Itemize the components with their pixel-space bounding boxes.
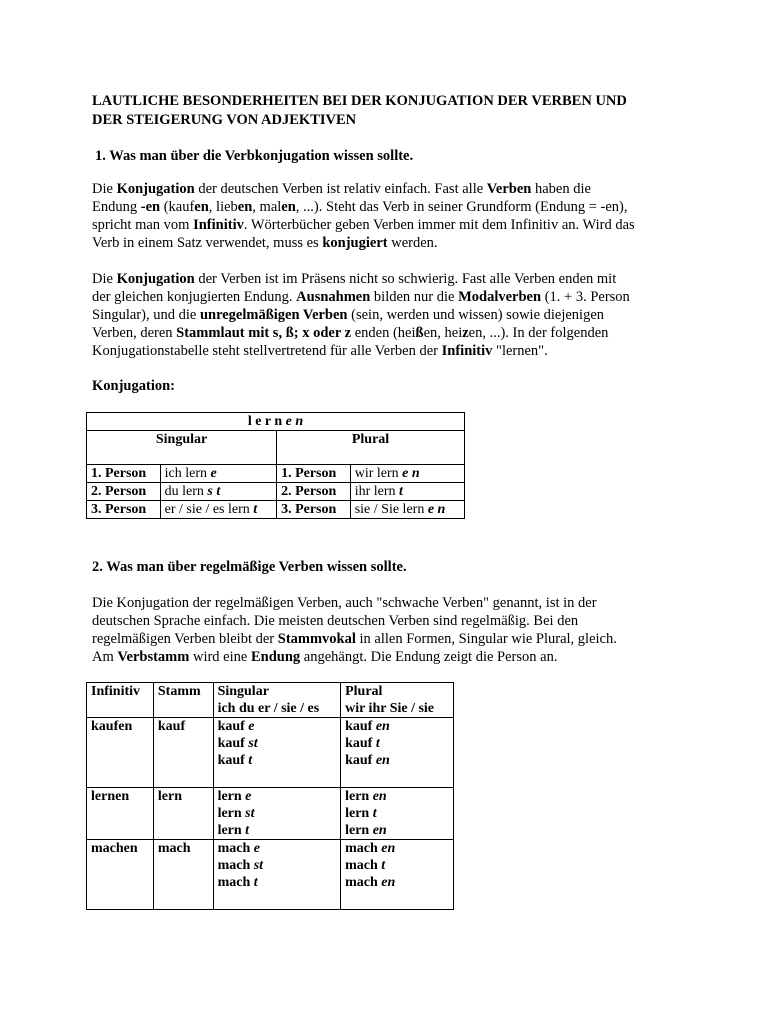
section-1-paragraph-1: Die Konjugation der deutschen Verben ist relativ einfach. Fast alle Verben haben die Endung -en (kaufen, lieben, malen, ...). Steht das Verb in seiner Grundform (Endung = -en), spricht man vom Infinitiv. Wörterbücher geben Verben immer mit dem Infinitiv an. Wird das Verb in einem Satz verwendet, muss es konjugiert werden. — [92, 181, 635, 251]
singular-form: mach e — [213, 840, 341, 858]
plural-form: ihr lern t — [350, 483, 464, 501]
table-row — [87, 822, 454, 840]
stamm-header: Stamm — [153, 683, 213, 701]
title-line-1: LAUTLICHE BESONDERHEITEN BEI DER KONJUGATION DER VERBEN UND — [92, 93, 627, 109]
plural-subheader: wir ihr Sie / sie — [341, 700, 454, 718]
table-row — [87, 788, 454, 806]
person-cell: 2. Person — [277, 483, 351, 501]
table-header-row — [87, 683, 454, 701]
stamm-cell: kauf — [153, 718, 213, 736]
singular-header: Singular — [87, 431, 277, 465]
singular-form: er / sie / es lern t — [160, 501, 276, 519]
singular-header: Singular — [213, 683, 341, 701]
person-cell: 2. Person — [87, 483, 161, 501]
table-row — [87, 735, 454, 752]
singular-form: kauf t — [213, 752, 341, 769]
section-1-heading: 1. Was man über die Verbkonjugation wissen sollte. — [95, 148, 414, 164]
section-1-paragraph-2: Die Konjugation der Verben ist im Präsens nicht so schwierig. Fast alle Verben enden mit der gleichen konjugierten Endung. Ausnahmen bilden nur die Modalverben (1. + 3. Person Singular), und die unregelmäßigen Verben (sein, werden und wissen) sowie diejenigen Verben, deren Stammlaut mit s, ß; x oder z enden (heißen, heizen, ...). In der folgenden Konjugationstabelle steht stellvertretend für alle Verben der Infinitiv "lernen". — [92, 271, 630, 359]
regular-verbs-table — [86, 682, 454, 910]
singular-form: lern t — [213, 822, 341, 840]
table-row — [87, 413, 465, 431]
singular-form: kauf e — [213, 718, 341, 736]
plural-header: Plural — [277, 431, 465, 465]
plural-form: wir lern e n — [350, 465, 464, 483]
person-cell: 1. Person — [87, 465, 161, 483]
plural-form: sie / Sie lern e n — [350, 501, 464, 519]
singular-form: kauf st — [213, 735, 341, 752]
plural-form: kauf t — [341, 735, 454, 752]
plural-form: mach en — [341, 840, 454, 858]
singular-form: lern st — [213, 805, 341, 822]
verb-header: l e r n e n — [87, 413, 465, 431]
plural-form: lern t — [341, 805, 454, 822]
infinitiv-header: Infinitiv — [87, 683, 154, 701]
plural-form: kauf en — [341, 752, 454, 769]
infinitiv-cell: machen — [87, 840, 154, 858]
table-row — [87, 465, 465, 483]
table-row — [87, 840, 454, 858]
person-cell: 3. Person — [277, 501, 351, 519]
singular-form: lern e — [213, 788, 341, 806]
plural-header: Plural — [341, 683, 454, 701]
table-row — [87, 431, 465, 465]
section-2-paragraph: Die Konjugation der regelmäßigen Verben, auch "schwache Verben" genannt, ist in der deutschen Sprache einfach. Die meisten deutschen Verben sind regelmäßig. Bei den regelmäßigen Verben bleibt der Stammvokal in allen Formen, Singular wie Plural, gleich. Am Verbstamm wird eine Endung angehängt. Die Endung zeigt die Person an. — [92, 595, 617, 665]
stamm-cell: lern — [153, 788, 213, 806]
table-row — [87, 805, 454, 822]
plural-form: lern en — [341, 788, 454, 806]
infinitiv-cell: kaufen — [87, 718, 154, 736]
singular-form: mach st — [213, 857, 341, 874]
table-row — [87, 752, 454, 769]
table-subheader-row — [87, 700, 454, 718]
singular-subheader: ich du er / sie / es — [213, 700, 341, 718]
plural-form: lern en — [341, 822, 454, 840]
person-cell: 3. Person — [87, 501, 161, 519]
title-line-2: DER STEIGERUNG VON ADJEKTIVEN — [92, 112, 357, 128]
singular-form: ich lern e — [160, 465, 276, 483]
table-row — [87, 501, 465, 519]
plural-form: kauf en — [341, 718, 454, 736]
singular-form: mach t — [213, 874, 341, 891]
table-row — [87, 483, 465, 501]
document-title — [92, 92, 692, 130]
plural-form: mach t — [341, 857, 454, 874]
stamm-cell: mach — [153, 840, 213, 858]
table-row — [87, 718, 454, 736]
konjugation-label: Konjugation: — [92, 378, 175, 394]
table-row — [87, 857, 454, 874]
person-cell: 1. Person — [277, 465, 351, 483]
plural-form: mach en — [341, 874, 454, 891]
infinitiv-cell: lernen — [87, 788, 154, 806]
section-2-heading: 2. Was man über regelmäßige Verben wissen sollte. — [92, 559, 407, 575]
singular-form: du lern s t — [160, 483, 276, 501]
table-row — [87, 874, 454, 891]
conjugation-table-lernen — [86, 412, 465, 519]
